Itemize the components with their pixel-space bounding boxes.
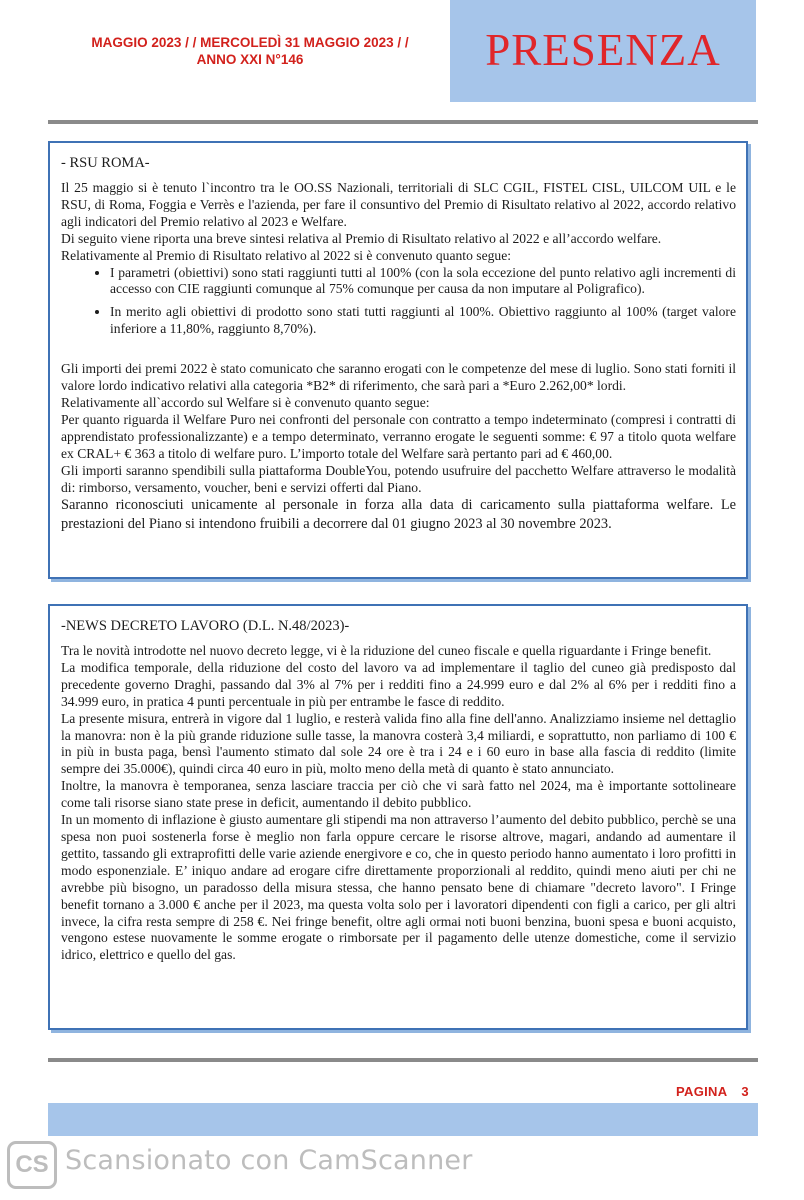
paragraph: Il 25 maggio si è tenuto l`incontro tra le OO.SS Nazionali, territoriali di SLC CGIL, FISTEL CISL, UILCOM UIL e le RSU, di Roma, Foggia e Verrès e l'azienda, per fare il consuntivo del Premio di Risultato relativo al 2022, accordo relativo agli indicatori del Premio relativo al 2023 e Welfare. <box>61 180 736 229</box>
masthead-title: PRESENZA <box>485 25 721 75</box>
bottom-divider <box>48 1058 758 1062</box>
issue-date: MAGGIO 2023 / / MERCOLEDÌ 31 MAGGIO 2023 / / <box>91 35 409 50</box>
bullet-item: • I parametri (obiettivi) sono stati raggiunti tutti al 100% (con la sola eccezione del punto relativo agli incrementi di accesso con CIE raggiunti comunque al 75% comunque per causa da non imputare al Poligrafico). <box>110 265 736 299</box>
bullet-list <box>61 265 736 339</box>
article-title: - RSU ROMA- <box>61 155 150 171</box>
paragraph: Relativamente all`accordo sul Welfare si è convenuto quanto segue: <box>61 394 430 410</box>
issue-number: ANNO XXI N°146 <box>196 52 304 67</box>
page-label: PAGINA <box>676 1084 728 1099</box>
camscanner-watermark: Scansionato con CamScanner <box>65 1145 473 1176</box>
paragraph: La presente misura, entrerà in vigore dal 1 luglio, e resterà valida fino alla fine dell'anno. Analizziamo insieme nel dettaglio la manovra: non è la più grande riduzione sulle tasse, la manovra costerà 3,4 miliardi, e soprattutto, non parliamo di 100 € in più in busta paga, bensì l'aumento stimato dal sole 24 ore è tra i 24 e i 60 euro in base alla fascia di reddito (limite sempre dei 35.000€), quindi circa 40 euro in più, molto meno della metà di quanto è stato annunciato. <box>61 710 736 777</box>
article-decreto-lavoro <box>48 604 748 1030</box>
paragraph: Relativamente al Premio di Risultato relativo al 2022 si è convenuto quanto segue: <box>61 247 512 263</box>
paragraph: In un momento di inflazione è giusto aumentare gli stipendi ma non attraverso l’aumento del debito pubblico, perchè se una spesa non puoi sostenerla forse è meglio non farla oppure cercare le risorse altrove, magari, andando ad aumentare il gettito, tassando gli extraprofitti delle varie aziende energivore e co, che in questo periodo hanno aumentato i loro profitti in modo esponenziale. E’ iniquo andare ad erogare cifre direttamente proporzionali al reddito, quindi meno aiuti per chi ne avrebbe più bisogno, un paradosso della misura stessa, che hanno pensato bene di chiamare "decreto lavoro". I Fringe benefit tornano a 3.000 € anche per il 2023, ma questa volta solo per i lavoratori dipendenti con figli a carico, per gli altri invece, la cifra resta sempre di 258 €. Nei fringe benefit, oltre agli ormai noti buoni benzina, buoni spesa e buoni acquisto, vengono estese nuovamente le somme erogate o rimborsate per il pagamento delle utenze domestiche, come il servizio idrico, elettrico e quello del gas. <box>61 812 736 963</box>
page-number: 3 <box>741 1084 749 1099</box>
masthead-block <box>450 0 756 102</box>
paragraph: Inoltre, la manovra è temporanea, senza lasciare traccia per ciò che vi sarà fatto nel 2024, ma è importante sottolineare come tali risorse siano state prese in deficit, aumentando il debito pubblico. <box>61 778 736 811</box>
paragraph: La modifica temporale, della riduzione del costo del lavoro va ad implementare il taglio del cuneo già predisposto dal precedente governo Draghi, passando dal 3% al 7% per i redditi fino a 24.999 euro e dal 2% al 6% per i redditi fino a 34.999 euro, in pratica 4 punti percentuale in più per entrambe le fasce di reddito. <box>61 659 736 709</box>
article-rsu-roma <box>48 141 748 579</box>
paragraph: Gli importi dei premi 2022 è stato comunicato che saranno erogati con le competenze del mese di luglio. Sono stati forniti il valore lordo indicativo relativi alla categoria *B2* di riferimento, che sarà pari a *Euro 2.262,00* lordi. <box>61 361 736 394</box>
paragraph: Gli importi saranno spendibili sulla piattaforma DoubleYou, potendo usufruire del pacchetto Welfare attraverso le modalità di: rimborso, versamento, voucher, beni e servizi offerti dal Piano. <box>61 462 736 495</box>
paragraph: Per quanto riguarda il Welfare Puro nei confronti del personale con contratto a tempo indeterminato (compresi i contratti di apprendistato professionalizzante) e a tempo determinato, verranno erogate le seguenti somme: € 97 a titolo quota welfare ex CRAL+ € 363 a titolo di welfare puro. L’importo totale del Welfare sarà pertanto pari ad € 460,00. <box>61 411 736 461</box>
issue-header <box>50 34 450 68</box>
paragraph: Di seguito viene riporta una breve sintesi relativa al Premio di Risultato relativo al 2022 e all’accordo welfare. <box>61 230 662 246</box>
footer-bar <box>48 1103 758 1136</box>
top-divider <box>48 120 758 124</box>
paragraph: Tra le novità introdotte nel nuovo decreto legge, vi è la riduzione del cuneo fiscale e quella riguardante i Fringe benefit. <box>61 643 712 658</box>
camscanner-logo-icon: CS <box>7 1141 57 1189</box>
paragraph: Saranno riconosciuti unicamente al personale in forza alla data di caricamento sulla piattaforma welfare. Le prestazioni del Piano si intendono fruibili a decorrere dal 01 giugno 2023 al 30 novembre 2023. <box>61 497 736 533</box>
page-indicator <box>676 1084 749 1099</box>
bullet-item: • In merito agli obiettivi di prodotto sono stati tutti raggiunti al 100%. Obiettivo raggiunto al 100% (target valore inferiore a 11,80%, raggiunto 8,70%). <box>110 304 736 338</box>
article-title: -NEWS DECRETO LAVORO (D.L. N.48/2023)- <box>61 618 350 634</box>
